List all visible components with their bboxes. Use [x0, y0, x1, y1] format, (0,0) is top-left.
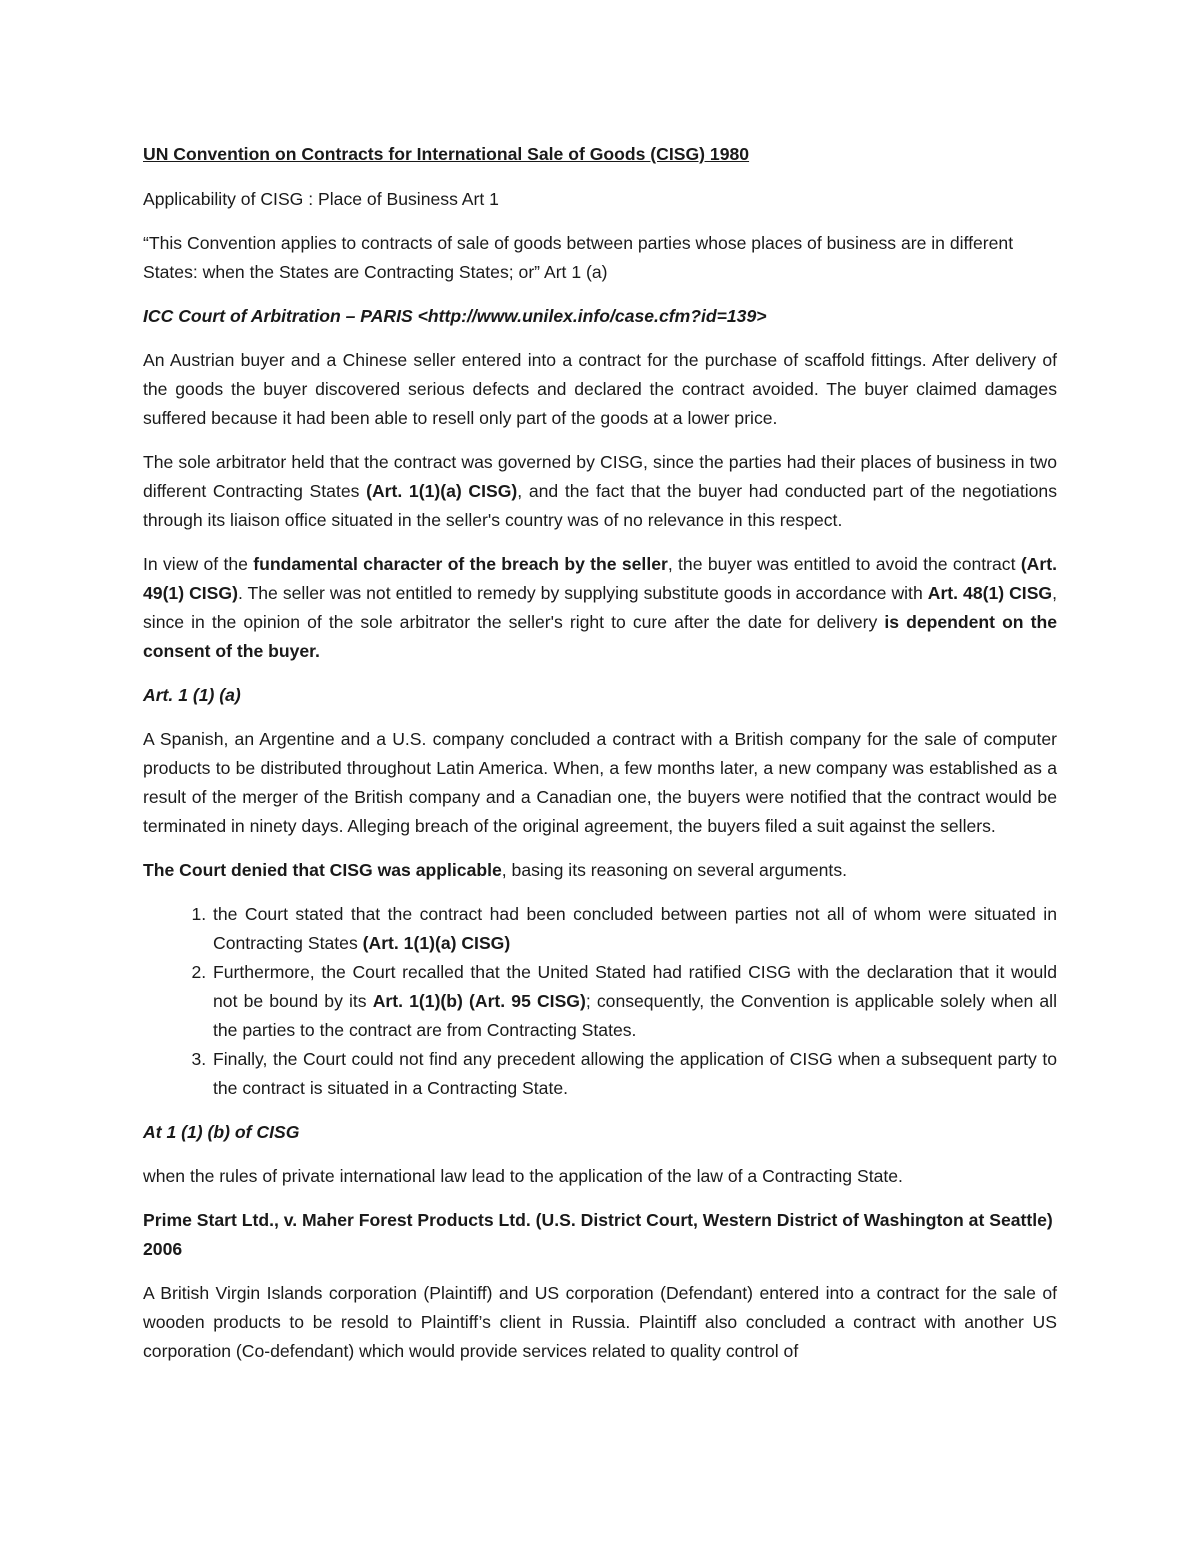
case2-holding-paragraph: [143, 856, 1057, 885]
text-span: ; consequently, the Convention is applicable solely when all the parties to the contract are from Contracting States.: [213, 991, 1057, 1040]
document-title: UN Convention on Contracts for International Sale of Goods (CISG) 1980: [143, 144, 750, 164]
text-span: , the buyer was entitled to avoid the contract: [667, 554, 1021, 574]
bold-citation: Art. 48(1) CISG: [927, 583, 1053, 603]
bold-citation: (Art. 95 CISG): [469, 991, 586, 1011]
text-span: , and the fact that the buyer had conducted part of the negotiations through its liaison office situated in the seller's country was of no relevance in this respect.: [143, 481, 1058, 530]
case2-heading: Art. 1 (1) (a): [143, 685, 241, 705]
case1-breach-paragraph: [143, 550, 1057, 666]
case2-facts-paragraph: A Spanish, an Argentine and a U.S. company concluded a contract with a British company for the sale of computer products to be distributed throughout Latin America. When, a few months later, a new company was established as a result of the merger of the British company and a Canadian one, the buyers were notified that the contract would be terminated in ninety days. Alleging breach of the original agreement, the buyers filed a suit against the sellers.: [143, 729, 1057, 836]
bold-citation: (Art. 1(1)(a) CISG): [362, 933, 511, 953]
bold-citation: Art. 1(1)(b): [372, 991, 463, 1011]
text-span: In view of the: [143, 554, 254, 574]
text-span: . The seller was not entitled to remedy by supplying substitute goods in accordance with: [237, 583, 928, 603]
case3-facts-paragraph: A British Virgin Islands corporation (Plaintiff) and US corporation (Defendant) entered into a contract for the sale of wooden products to be resold to Plaintiff’s client in Russia. Plaintiff also concluded a contract with another US corporation (Co-defendant) which would provide services related to quality control of: [143, 1283, 1057, 1361]
applicability-line: Applicability of CISG : Place of Business Art 1: [143, 189, 499, 209]
text-span: the Court stated that the contract had been concluded between parties not all of whom were situated in Contracting States: [213, 904, 1057, 953]
case1-holding-paragraph: [143, 448, 1057, 535]
case3-heading: At 1 (1) (b) of CISG: [143, 1122, 300, 1142]
case1-heading: ICC Court of Arbitration – PARIS <http://www.unilex.info/case.cfm?id=139>: [143, 306, 767, 326]
bold-phrase: The Court denied that CISG was applicable: [143, 860, 502, 880]
document-page: [143, 140, 1057, 1381]
bold-citation: (Art. 49(1) CISG): [143, 554, 1057, 603]
case3-case-title: Prime Start Ltd., v. Maher Forest Products Ltd. (U.S. District Court, Western District of Washington at Seattle) 2006: [143, 1210, 1053, 1259]
case3-rule-paragraph: when the rules of private international law lead to the application of the law of a Contracting State.: [143, 1166, 903, 1186]
case1-facts-paragraph: An Austrian buyer and a Chinese seller entered into a contract for the purchase of scaffold fittings. After delivery of the goods the buyer discovered serious defects and declared the contract avoided. The buyer claimed damages suffered because it had been able to resell only part of the goods at a lower price.: [143, 350, 1057, 428]
text-span: , since in the opinion of the sole arbitrator the seller's right to cure after the date for delivery: [143, 583, 1057, 632]
bold-phrase: fundamental character of the breach by the seller: [253, 554, 668, 574]
text-span: Furthermore, the Court recalled that the United Stated had ratified CISG with the declaration that it would not be bound by its: [213, 962, 1057, 1011]
bold-citation: (Art. 1(1)(a) CISG): [366, 481, 518, 501]
convention-quote: “This Convention applies to contracts of sale of goods between parties whose places of business are in different States: when the States are Contracting States; or” Art 1 (a): [143, 233, 1014, 282]
list-item: [211, 1045, 1057, 1103]
list-item: [211, 958, 1057, 1045]
arguments-list: [143, 900, 1057, 1103]
bold-phrase: is dependent on the consent of the buyer.: [143, 612, 1057, 661]
list-item: [211, 900, 1057, 958]
text-span: Finally, the Court could not find any precedent allowing the application of CISG when a subsequent party to the contract is situated in a Contracting State.: [213, 1049, 1057, 1098]
text-span: , basing its reasoning on several arguments.: [501, 860, 848, 880]
text-span: The sole arbitrator held that the contract was governed by CISG, since the parties had their places of business in two different Contracting States: [143, 452, 1057, 501]
